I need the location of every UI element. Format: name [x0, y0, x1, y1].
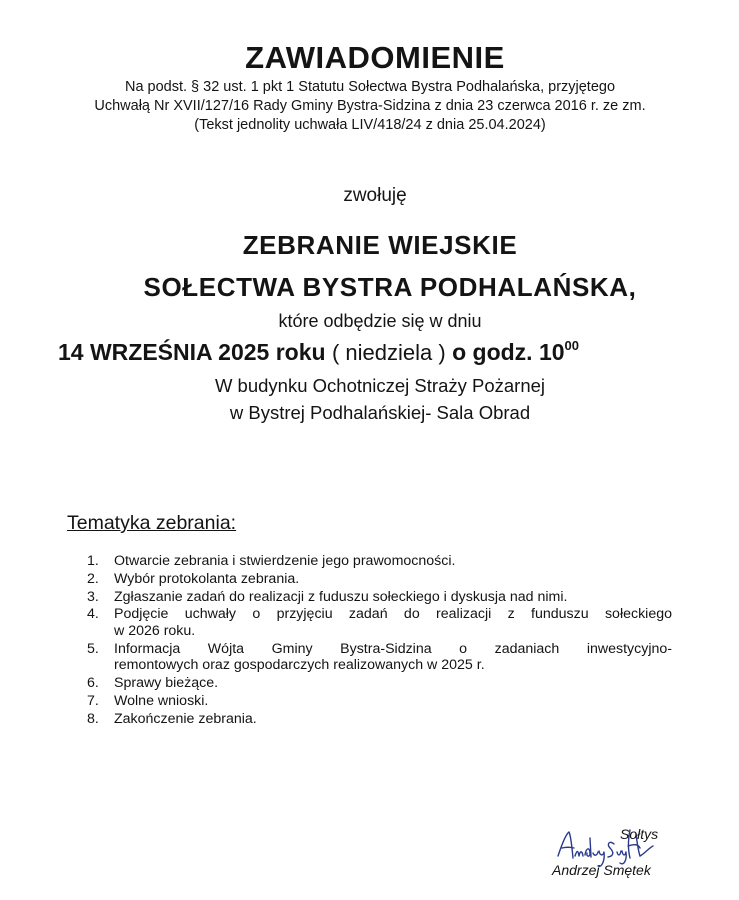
agenda-list	[87, 553, 672, 728]
agenda-item	[87, 693, 672, 710]
signatory-name: Andrzej Smętek	[552, 862, 651, 878]
agenda-item-text: Wolne wnioski.	[114, 692, 209, 709]
signatory-role: Sołtys	[620, 826, 659, 842]
agenda-item	[87, 589, 672, 606]
agenda-item-text: Wybór protokolanta zebrania.	[114, 570, 300, 587]
agenda-item	[87, 571, 672, 588]
agenda-item-number: 2.	[87, 570, 99, 587]
agenda-item-number: 3.	[87, 588, 99, 605]
meeting-time	[452, 339, 579, 365]
legal-basis-line-3: (Tekst jednolity uchwała LIV/418/24 z dnia 25.04.2024)	[194, 117, 546, 133]
agenda-item	[87, 553, 672, 570]
legal-basis-line-2: Uchwałą Nr XVII/127/16 Rady Gminy Bystra-Sidzina z dnia 23 czerwca 2016 r. ze zm.	[94, 98, 646, 114]
agenda-item-number: 4.	[87, 606, 99, 623]
meeting-time-hour: o godz. 10	[452, 339, 565, 365]
agenda-item-text: Zakończenie zebrania.	[114, 710, 257, 727]
convene-text: zwołuję	[343, 185, 407, 206]
agenda-item-text: Sprawy bieżące.	[114, 674, 219, 691]
agenda-item-number: 5.	[87, 640, 99, 657]
held-on-text: które odbędzie się w dniu	[278, 311, 482, 331]
agenda-item-number: 7.	[87, 692, 99, 709]
agenda-item	[87, 606, 672, 639]
notice-title: ZAWIADOMIENIE	[245, 40, 505, 75]
agenda-item	[87, 711, 672, 728]
meeting-date: 14 WRZEŚNIA 2025 roku	[58, 339, 326, 365]
agenda-item-number: 6.	[87, 674, 99, 691]
agenda-item-number: 8.	[87, 710, 99, 727]
agenda-item	[87, 675, 672, 692]
meeting-weekday: ( niedziela )	[331, 340, 446, 365]
agenda-item-text: Informacja Wójta Gminy Bystra-Sidzina o zadaniach inwestycyjno-	[114, 640, 672, 657]
agenda-item	[87, 641, 672, 674]
agenda-item-text: Podjęcie uchwały o przyjęciu zadań do realizacji z funduszu sołeckiego	[114, 606, 672, 623]
agenda-item-text: Otwarcie zebrania i stwierdzenie jego prawomocności.	[114, 553, 456, 569]
meeting-time-minutes: 00	[564, 338, 579, 353]
venue-line-2: w Bystrej Podhalańskiej- Sala Obrad	[229, 402, 531, 423]
agenda-item-number: 1.	[87, 553, 99, 569]
agenda-heading: Tematyka zebrania:	[67, 512, 237, 534]
agenda-item-text: Zgłaszanie zadań do realizacji z fuduszu sołeckiego i dyskusja nad nimi.	[114, 588, 568, 605]
agenda-item-continuation: remontowych oraz gospodarczych realizowanych w 2025 r.	[114, 657, 485, 674]
meeting-title-line-2: SOŁECTWA BYSTRA PODHALAŃSKA,	[143, 272, 637, 302]
legal-basis-line-1: Na podst. § 32 ust. 1 pkt 1 Statutu Sołectwa Bystra Podhalańska, przyjętego	[124, 79, 616, 95]
meeting-date-line	[58, 338, 579, 366]
agenda-item-continuation: w 2026 roku.	[114, 622, 196, 639]
venue-line-1: W budynku Ochotniczej Straży Pożarnej	[214, 375, 546, 396]
meeting-title-line-1: ZEBRANIE WIEJSKIE	[242, 230, 518, 260]
